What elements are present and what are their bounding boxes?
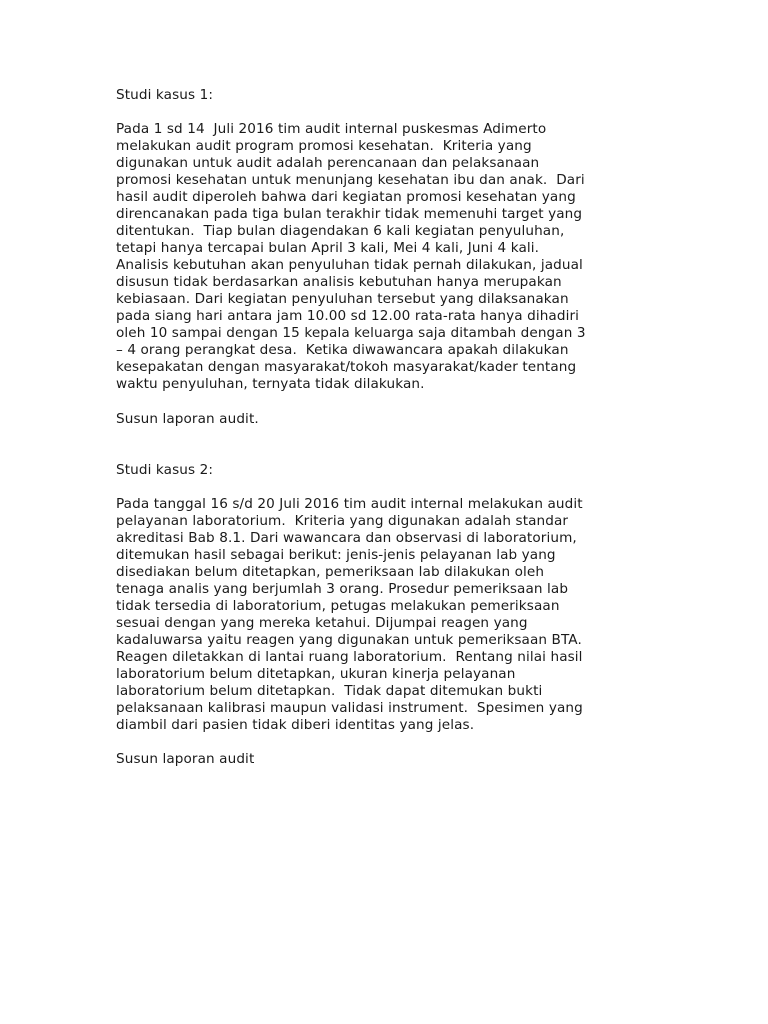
case1-line: digunakan untuk audit adalah perencanaan dan pelaksanaan <box>116 155 540 171</box>
case1-line: hasil audit diperoleh bahwa dari kegiatan promosi kesehatan yang <box>116 189 576 205</box>
case1-line: waktu penyuluhan, ternyata tidak dilakukan. <box>116 376 425 392</box>
case2-line: pelaksanaan kalibrasi maupun validasi instrument. Spesimen yang <box>116 700 583 716</box>
case2-line: laboratorium belum ditetapkan, ukuran kinerja pelayanan <box>116 666 516 682</box>
case2-line: tidak tersedia di laboratorium, petugas melakukan pemeriksaan <box>116 598 560 614</box>
case2-task-block <box>116 751 676 768</box>
case2-paragraph <box>116 496 676 734</box>
case1-line: ditentukan. Tiap bulan diagendakan 6 kali kegiatan penyuluhan, <box>116 223 565 239</box>
case2-line: tenaga analis yang berjumlah 3 orang. Prosedur pemeriksaan lab <box>116 581 569 597</box>
case2-heading: Studi kasus 2: <box>116 462 213 478</box>
case1-line: kebiasaan. Dari kegiatan penyuluhan tersebut yang dilaksanakan <box>116 291 569 307</box>
case1-line: kesepakatan dengan masyarakat/tokoh masyarakat/kader tentang <box>116 359 577 375</box>
case2-line: Reagen diletakkan di lantai ruang laboratorium. Rentang nilai hasil <box>116 649 583 665</box>
case1-line: Pada 1 sd 14 Juli 2016 tim audit internal puskesmas Adimerto <box>116 121 547 137</box>
case2-line: laboratorium belum ditetapkan. Tidak dapat ditemukan bukti <box>116 683 543 699</box>
case2-line: disediakan belum ditetapkan, pemeriksaan lab dilakukan oleh <box>116 564 545 580</box>
case1-heading: Studi kasus 1: <box>116 87 213 103</box>
case2-line: akreditasi Bab 8.1. Dari wawancara dan observasi di laboratorium, <box>116 530 577 546</box>
case1-heading-block <box>116 87 676 104</box>
case1-line: melakukan audit program promosi kesehatan. Kriteria yang <box>116 138 532 154</box>
case1-paragraph <box>116 121 676 393</box>
case2-line: ditemukan hasil sebagai berikut: jenis-jenis pelayanan lab yang <box>116 547 556 563</box>
case2-line: kadaluwarsa yaitu reagen yang digunakan untuk pemeriksaan BTA. <box>116 632 582 648</box>
case2-heading-block <box>116 462 676 479</box>
case2-line: diambil dari pasien tidak diberi identitas yang jelas. <box>116 717 475 733</box>
case1-line: pada siang hari antara jam 10.00 sd 12.00 rata-rata hanya dihadiri <box>116 308 580 324</box>
case1-line: oleh 10 sampai dengan 15 kepala keluarga saja ditambah dengan 3 <box>116 325 586 341</box>
case1-line: direncanakan pada tiga bulan terakhir tidak memenuhi target yang <box>116 206 583 222</box>
case1-line: disusun tidak berdasarkan analisis kebutuhan hanya merupakan <box>116 274 562 290</box>
case1-task: Susun laporan audit. <box>116 411 259 427</box>
case2-task: Susun laporan audit <box>116 751 255 767</box>
case1-line: tetapi hanya tercapai bulan April 3 kali, Mei 4 kali, Juni 4 kali. <box>116 240 540 256</box>
case1-line: – 4 orang perangkat desa. Ketika diwawancara apakah dilakukan <box>116 342 569 358</box>
case2-line: Pada tanggal 16 s/d 20 Juli 2016 tim audit internal melakukan audit <box>116 496 583 512</box>
case2-line: sesuai dengan yang mereka ketahui. Dijumpai reagen yang <box>116 615 528 631</box>
case2-line: pelayanan laboratorium. Kriteria yang digunakan adalah standar <box>116 513 569 529</box>
case1-line: Analisis kebutuhan akan penyuluhan tidak pernah dilakukan, jadual <box>116 257 583 273</box>
case1-task-block <box>116 411 676 428</box>
case1-line: promosi kesehatan untuk menunjang kesehatan ibu dan anak. Dari <box>116 172 585 188</box>
